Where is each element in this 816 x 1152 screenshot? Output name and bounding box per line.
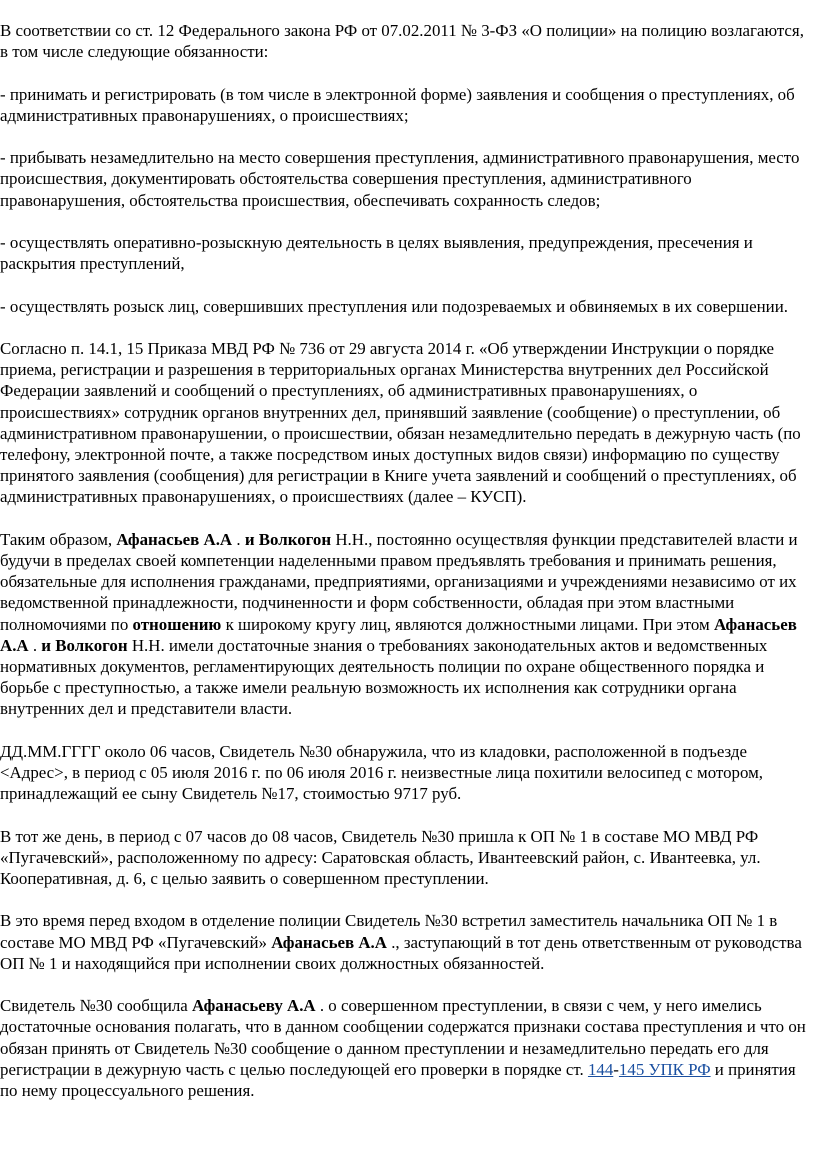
text-segment: . о совершенном преступлении, в связи с чем, у него имелись достаточные основания полагать, что в данном сообщении содержатся признаки состава преступления и что он обязан принять от Свидетель №30 сообщение о данном преступлении и незамедлительно передать его для регистрации в дежурную часть с целью последующей его проверки в порядке ст. xyxy=(0,996,806,1079)
paragraph xyxy=(0,741,812,805)
bold-name: Афанасьеву А.А xyxy=(192,996,316,1016)
bold-name: Афанасьев А.А xyxy=(116,529,233,549)
text-segment: . xyxy=(28,635,42,655)
law-reference-link[interactable]: 145 УПК РФ xyxy=(618,1059,711,1079)
paragraph xyxy=(0,995,812,1101)
text-segment: и принятия по нему процессуального решения. xyxy=(0,1059,796,1100)
text-segment: - осуществлять оперативно-розыскную деятельность в целях выявления, предупреждения, пресечения и раскрытия преступлений, xyxy=(0,232,753,274)
text-segment: - xyxy=(613,1059,619,1079)
paragraph xyxy=(0,296,812,317)
text-segment: - осуществлять розыск лиц, совершивших преступления или подозреваемых и обвиняемых в их совершении. xyxy=(0,296,788,316)
text-segment: Таким образом, xyxy=(0,529,117,549)
paragraph xyxy=(0,232,812,274)
bold-name: и Волкогон xyxy=(244,529,332,549)
text-segment: - прибывать незамедлительно на место совершения преступления, административного правонарушения, место происшествия, документировать обстоятельства совершения преступления, административного правонарушения, обстоятельства происшествия, обеспечивать сохранность следов; xyxy=(0,148,800,210)
text-segment: Согласно п. 14.1, 15 Приказа МВД РФ № 736 от 29 августа 2014 г. «Об утверждении Инструкции о порядке приема, регистрации и разрешения в территориальных органах Министерства внутренних дел Российской Федерации заявлений и сообщений о преступлениях, об административных правонарушениях, о происшествиях» сотрудник органов внутренних дел, принявший заявление (сообщение) о преступлении, об административном правонарушении, о происшествии, обязан незамедлительно передать в дежурную часть (по телефону, электронной почте, а также посредством иных доступных видов связи) информацию по существу принятого заявления (сообщения) для регистрации в Книге учета заявлений и сообщений о преступлениях, об административных правонарушениях, о происшествиях (далее – КУСП). xyxy=(0,338,801,507)
text-segment: - принимать и регистрировать (в том числе в электронной форме) заявления и сообщения о преступлениях, об административных правонарушениях, о происшествиях; xyxy=(0,84,795,125)
paragraph xyxy=(0,338,812,508)
text-segment: Н.Н., постоянно осуществляя функции представителей власти и будучи в пределах своей компетенции наделенными правом предъявлять требования и принимать решения, обязательные для исполнения гражданами, предприятиями, организациями и учреждениями независимо от их ведомственной принадлежности, подчиненности и форм собственности, обладая при этом властными полномочиями по xyxy=(0,529,798,634)
text-segment: В это время перед входом в отделение полиции Свидетель №30 встретил заместитель начальника ОП № 1 в составе МО МВД РФ «Пугачевский» xyxy=(0,911,778,952)
text-segment: к широкому кругу лиц, являются должностными лицами. При этом xyxy=(221,614,714,634)
text-segment: ДД.ММ.ГГГГ около 06 часов, Свидетель №30 обнаружила, что из кладовки, расположенной в подъезде <Адрес>, в период с 05 июля 2016 г. по 06 июля 2016 г. неизвестные лица похитили велосипед с мотором, принадлежащий ее сыну Свидетель №17, стоимостью 9717 руб. xyxy=(0,741,764,804)
text-segment: В соответствии со ст. 12 Федерального закона РФ от 07.02.2011 № 3-ФЗ «О полиции» на полицию возлагаются, в том числе следующие обязанности: xyxy=(0,21,804,62)
paragraph xyxy=(0,20,812,62)
bold-name: отношению xyxy=(132,614,222,634)
paragraph xyxy=(0,147,812,211)
bold-name: и Волкогон xyxy=(41,635,128,655)
text-segment: Н.Н. имели достаточные знания о требованиях законодательных актов и ведомственных нормативных документов, регламентирующих деятельность полиции по охране общественного порядка и борьбе с преступностью, а также имели реальную возможность их исполнения как сотрудники органа внутренних дел и представители власти. xyxy=(0,635,768,719)
bold-name: Афанасьев А.А xyxy=(0,614,797,655)
text-segment: ., заступающий в тот день ответственным от руководства ОП № 1 и находящийся при исполнении своих должностных обязанностей. xyxy=(0,932,802,973)
text-segment: Свидетель №30 сообщила xyxy=(0,996,193,1016)
paragraph xyxy=(0,826,812,890)
text-segment: . xyxy=(232,529,245,549)
law-reference-link[interactable]: 144 xyxy=(587,1059,614,1079)
text-segment: В тот же день, в период с 07 часов до 08 часов, Свидетель №30 пришла к ОП № 1 в составе МО МВД РФ «Пугачевский», расположенному по адресу: Саратовская область, Ивантеевский район, с. Ивантеевка, ул. Кооперативная, д. 6, с целью заявить о совершенном преступлении. xyxy=(0,826,761,888)
bold-name: Афанасьев А.А xyxy=(271,932,387,952)
paragraph xyxy=(0,529,812,720)
paragraph xyxy=(0,84,812,126)
paragraph xyxy=(0,910,812,974)
